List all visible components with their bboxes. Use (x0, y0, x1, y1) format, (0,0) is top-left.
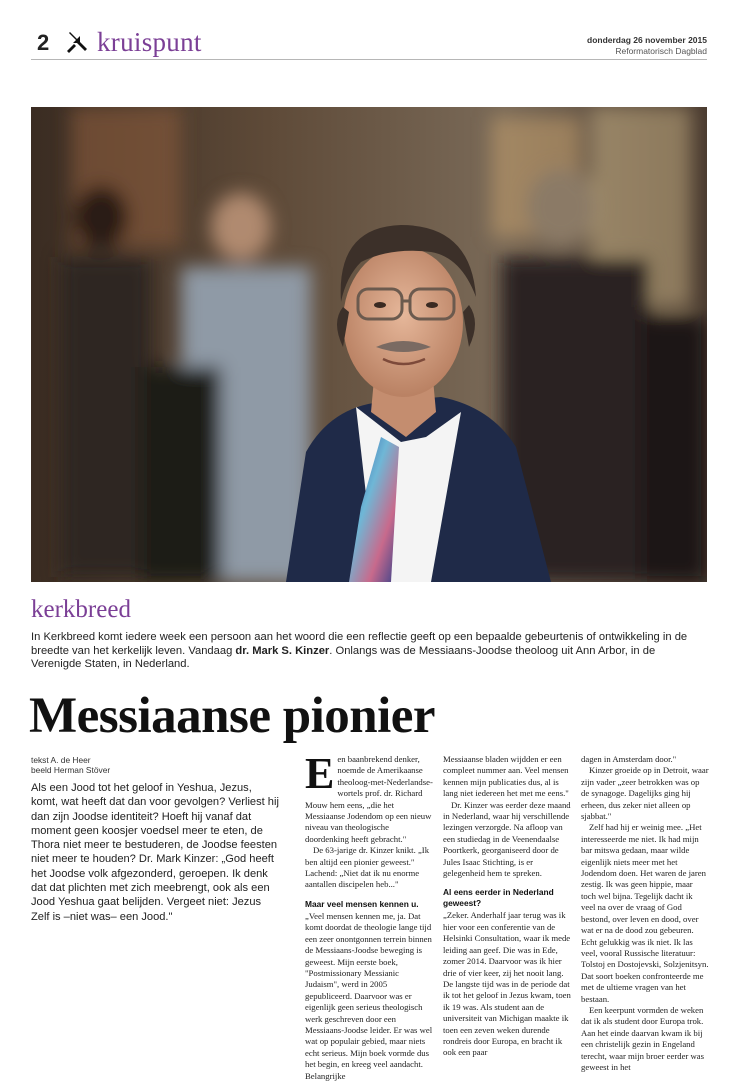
paragraph: en baanbrekend denker, noemde de Amerikaanse theoloog-met-Nederlandse-wortels prof. dr. Richard Mouw hem eens, „die het Messiaanse Jodendom op een nieuw niveau van theologische doordenking heeft gebracht." (305, 754, 433, 844)
drop-cap: E (305, 749, 335, 798)
paragraph: Kinzer groeide op in Detroit, waar zijn vader „zeer betrokken was op de synagoge. Dagelijks ging hij erheen, dus zeker niet alleen op sjabbat." (581, 765, 709, 822)
interview-question: Maar veel mensen kennen u. (305, 898, 419, 909)
paragraph: „Veel mensen kennen me, ja. Dat komt doordat de theologie lange tijd een zeer onontgonnen terrein binnen de Messiaans-Joodse beweging is geweest. Mijn eerste boek, "Postmissionary Messianic Judaism", werd in 2005 gepubliceerd. Daarvoor was er eigenlijk geen serieus theologisch werk geschreven door een Messiaans-Joodse leider. Er was wel wat op populair gebied, maar niets echt serieus. Mijn boek vormde dus het begin, en kreeg veel aandacht. Belangrijke (305, 910, 433, 1081)
paragraph: Een keerpunt vormden de weken dat ik als student door Europa trok. Aan het einde daarvan kwam ik bij een christelijk gezin in Engeland terecht, waar mijn broer eerder was geweest in het (581, 1004, 705, 1072)
portrait-photo (31, 107, 707, 582)
paragraph: dagen in Amsterdam door." (581, 754, 677, 764)
interview-question: Al eens eerder in Nederland geweest? (443, 887, 554, 909)
intro-text-before: In Kerkbreed komt iedere week een persoon aan het woord die een reflectie geeft op een bepaalde gebeurtenis of ontwikkeling in de breedte van het kerkelijk leven. Vandaag (31, 631, 688, 657)
paragraph: „Zeker. Anderhalf jaar terug was ik hier voor een conferentie van de Helsinki Consultation, waar ik mede leiding aan geef. Die was in Ede, zomer 2014. Daarvoor was ik hier drie of vier keer, zij het nooit lang. De langste tijd was in de periode dat ik tot het geloof in Jezus kwam, toen ik 19 was. Als student aan de universiteit van Michigan maakte ik toen een zeven weken durende rondreis door Europa, en bracht ik ook een paar (443, 910, 571, 1058)
kerkbreed-intro (31, 631, 707, 672)
section-title: kruispunt (97, 27, 202, 57)
intro-name: dr. Mark S. Kinzer (235, 644, 330, 657)
publication-date: donderdag 26 november 2015 (587, 35, 707, 45)
credit-photographer: beeld Herman Stöver (31, 765, 111, 775)
article-headline: Messiaanse pionier (29, 688, 436, 744)
kruispunt-arrow-icon (66, 31, 88, 53)
newspaper-name: Reformatorisch Dagblad (615, 46, 707, 56)
article-lead: Als een Jood tot het geloof in Yeshua, Jezus, komt, wat heeft dat dan voor gevolgen? Verliest hij dan zijn Joodse identiteit? Hoeft hij vanaf dat moment geen koosjer voedsel meer te eten, de Thora niet meer te bestuderen, de Joodse feesten niet meer te houden? Dr. Mark Kinzer: „God heeft het Joodse volk afgezonderd, geroepen. Ik denk dat dat plichten met zich meebrengt, ook als een Jood Yeshua gaat belijden. Vergeet niet: Jezus Zelf is –niet was– een Jood." (31, 782, 279, 923)
paragraph: Dr. Kinzer was eerder deze maand in Nederland, waar hij verschillende lezingen verzorgde. Na afloop van een studiedag in de Veenendaalse Poortkerk, georganiseerd door de Jules Isaac Stichting, is er gelegenheid hem te spreken. (443, 799, 571, 879)
paragraph: Zelf had hij er weinig mee. „Het interesseerde me niet. Ik had mijn bar mitswa gedaan, maar wilde eigenlijk niets meer met het Jodendom doen. Het waren de jaren zestig. Ik was geen hippie, maar toch wel bijna. Tegelijk dacht ik veel na over de vraag of God bestond, over leven en dood, over wat er na de dood zou gebeuren. Echt gelukkig was ik niet. Ik las veel, vooral Russische literatuur: Tolstoj en Dostojevski, Solzjenitsyn. Dat soort boeken confronteerde me met de ultieme vragen van het bestaan. (581, 822, 709, 1004)
article-column-3 (581, 754, 709, 1073)
kerkbreed-heading: kerkbreed (31, 596, 131, 623)
intro-text-after: . Onlangs was de Messiaans-Joodse theoloog uit Ann Arbor, in de Verenigde Staten, in Nederland. (31, 644, 656, 670)
paragraph: De 63-jarige dr. Kinzer knikt. „Ik ben altijd een pionier geweest." Lachend: „Niet dat ik nu enorme aantallen discipelen heb..." (305, 845, 430, 890)
article-column-2 (443, 754, 571, 1059)
credit-author: tekst A. de Heer (31, 755, 91, 765)
paragraph: Messiaanse bladen wijdden er een compleet nummer aan. Veel mensen kennen mijn publicaties dus, al is lang niet iedereen het met me eens." (443, 754, 569, 799)
article-column-1 (305, 749, 433, 1082)
header-divider (31, 59, 707, 60)
page-number: 2 (37, 30, 50, 55)
